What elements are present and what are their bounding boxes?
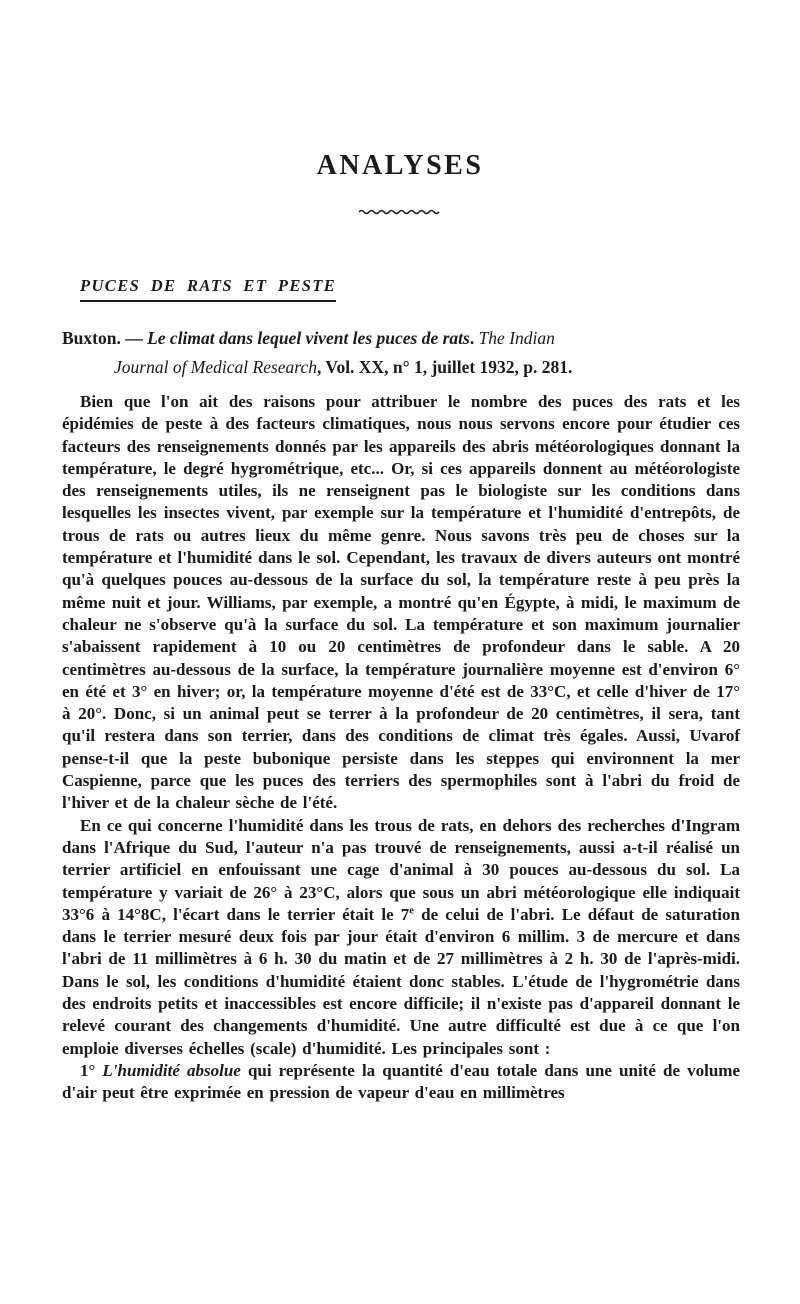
- title-divider: [0, 203, 800, 221]
- citation: Buxton. — Le climat dans lequel vivent les puces de rats. The Indian Journal of Medical Research, Vol. XX, n° 1, juillet 1932, p. 281.: [62, 328, 573, 377]
- page-title: ANALYSES: [316, 150, 484, 181]
- squiggle-icon: [358, 208, 442, 216]
- paragraph-3: 1° L'humidité absolue qui représente la quantité d'eau totale dans une unité de volume d'air peut être exprimée en pression de vapeur d'eau en millimètres: [62, 1060, 740, 1103]
- paragraph-2: En ce qui concerne l'humidité dans les trous de rats, en dehors des recherches d'Ingram dans l'Afrique du Sud, l'auteur n'a pas trouvé de renseignements, aussi a-t-il réalisé un terrier artificiel en enfouissant une cage d'animal à 30 pouces au-dessous du sol. La température y variait de 26° à 23°C, alors que sous un abri météorologique elle indiquait 33°6 à 14°8C, l'écart dans le terrier était le 7e de celui de l'abri. Le défaut de saturation dans le terrier mesuré deux fois par jour était d'environ 6 millim. 3 de mercure et dans l'abri de 11 millimètres à 6 h. 30 du matin et de 27 millimètres à 2 h. 30 de l'après-midi. Dans le sol, les conditions d'humidité étaient donc stables. L'étude de l'hygrométrie dans des endroits petits et inaccessibles est encore difficile; il n'existe pas d'appareil donnant le relevé courant des changements d'humidité. Une autre difficulté est due à ce que l'on emploie diverses échelles (scale) d'humidité. Les principales sont :: [62, 815, 740, 1058]
- article-body: [62, 391, 740, 1105]
- section-heading: PUCES DE RATS ET PESTE: [80, 276, 336, 302]
- paragraph-1: Bien que l'on ait des raisons pour attribuer le nombre des puces des rats et les épidémies de peste à des facteurs climatiques, nous nous servons encore pour étudier ces facteurs des renseignements donnés par les appareils des abris météorologiques donnant la température, le degré hygrométrique, etc... Or, si ces appareils donnent au météorologiste des renseignements utiles, ils ne renseignent pas le biologiste sur les conditions dans lesquelles les insectes vivent, par exemple sur la température et l'humidité d'entrepôts, de trous de rats ou autres lieux du même genre. Nous savons très peu de choses sur la température et l'humidité dans le sol. Cependant, les travaux de divers auteurs ont montré qu'à quelques pouces au-dessous de la surface du sol, la température reste à peu près la même nuit et jour. Williams, par exemple, a montré qu'en Égypte, à midi, le maximum de chaleur ne s'observe qu'à la surface du sol. La température et son maximum journalier s'abaissent rapidement à 10 ou 20 centimètres de profondeur dans le sable. A 20 centimètres au-dessous de la surface, la température journalière moyenne est d'environ 6° en été et 3° en hiver; or, la température moyenne d'été est de 33°C, et celle d'hiver de 17° à 20°. Donc, si un animal peut se terrer à la profondeur de 20 centimètres, il sera, tant qu'il restera dans son terrier, dans des conditions de climat très égales. Aussi, Uvarof pense-t-il que la peste bubonique persiste dans les steppes qui environnent la mer Caspienne, parce que les puces des terriers des spermophiles sont à l'abri du froid de l'hiver et de la chaleur sèche de l'été.: [62, 392, 740, 813]
